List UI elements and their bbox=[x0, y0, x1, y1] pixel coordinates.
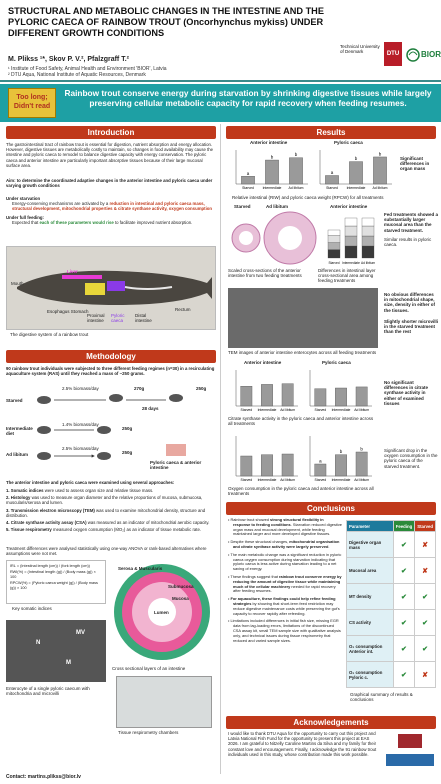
table-head-cell: Feeding bbox=[393, 521, 414, 532]
layer-1-2 bbox=[345, 226, 357, 236]
group-ad-libitum: Ad libitum bbox=[6, 452, 28, 457]
organ-mass-caption: Relative intestinal (RIW) and pyloric caeca weight (RPCW) for all treatments bbox=[232, 195, 384, 200]
tldr-badge: Too long; Didn't read bbox=[8, 88, 56, 118]
layer-0-1 bbox=[328, 243, 340, 250]
histology-sections bbox=[228, 210, 318, 266]
intro-starvation bbox=[6, 196, 216, 225]
bullet-text: These findings suggest that bbox=[230, 573, 280, 579]
chart-ai-o2-bar-2 bbox=[282, 454, 293, 476]
layer-2-1 bbox=[362, 236, 374, 246]
chart-pc-mass-cat-0: Starved bbox=[326, 186, 338, 190]
layer-2-3 bbox=[362, 218, 374, 226]
intro-aim: Aim: to determine the coordinated adaptive changes in the anterior intestine and pyloric caeca under varying growth conditions bbox=[6, 178, 213, 189]
conclusion-bullet: • Despite these structural changes, mitochondrial organisation and citrate synthase activity were largely preserved. bbox=[228, 539, 340, 549]
summary-text: Rainbow trout conserve energy during starvation by shrinking digestive tissues while largely preserving cellular metabolic capacity for rapid recovery when feeding resumes. bbox=[64, 88, 432, 108]
chart-ai-mass-bar-2 bbox=[289, 158, 302, 184]
chart-ai-o2-cat-1: Intermediate bbox=[257, 478, 277, 482]
table-param: O₂ consumption Pyloric c. bbox=[347, 662, 394, 688]
formula-rpcw: RPCW(%) = (Pyloric caeca weight (g)) / (Body mass (g)) × 100 bbox=[10, 580, 98, 590]
table-feeding-cell: ✔ bbox=[393, 662, 414, 688]
full-feeding-heading: Under full feeding: bbox=[6, 214, 44, 220]
summary-table-caption: Graphical summary of results & conclusions bbox=[350, 692, 413, 703]
citrate-synthase-chart bbox=[228, 366, 378, 414]
intestine-cross-section bbox=[110, 560, 214, 664]
conclusion-bullet: • These findings suggest that rainbow trout conserve energy by reducing the amount of digestive tissue while maintaining much of the cellular machinery needed for rapid recovery after feeding resumes. bbox=[228, 573, 342, 594]
chart-ai-cs-bar-2 bbox=[282, 384, 293, 406]
layer-area-caption: Differences in intestinal layer cross-sectional area among feeding treatments bbox=[318, 268, 376, 284]
cs-note: No significant differences in citrate synthase activity in either of examined tissues bbox=[384, 380, 429, 406]
layer-0-0 bbox=[328, 250, 340, 258]
histology-note bbox=[384, 212, 438, 247]
label-pyloric-caeca: Pyloric caeca bbox=[111, 313, 125, 324]
layer-0-2 bbox=[328, 236, 340, 243]
conclusion-bullet: • The main metabolic change was a significant reduction in pyloric caeca oxygen consumption during starvation indicating that pyloric caeca is less active during starvation leading to a net saving of energy. bbox=[228, 551, 342, 572]
acknowledgements-text: I would like to thank DTU Aqua for the opportunity to carry out this project and Latvia National Fish Fund for the opportunity to present this project at EAS 2026. I am grateful to Nitzelly Caroline Martins da Silva and my family for their constant love and encouragement. Finally, I acknowledge the 91 rainbow trout individuals used in this study, whose contribution made this work possible. bbox=[228, 731, 377, 757]
table-starved-cell: ✔ bbox=[415, 636, 436, 662]
conclusion-bullet: • For aquaculture, these findings could help refine feeding strategies by showing that short-term feed restriction may reduce digestive maintenance costs while preserving the gut's capacity to recover rapidly after refeeding. bbox=[228, 596, 340, 616]
label-mucosa: Mucosa bbox=[172, 596, 189, 601]
cs-title-pc: Pyloric caeca bbox=[322, 360, 351, 365]
chart-pc-mass-bar-0 bbox=[325, 176, 338, 185]
conclusions-heading: Conclusions bbox=[226, 502, 436, 515]
method-5-text: measured oxygen consumption (ṀO₂) as an indicator of tissue metabolic rate. bbox=[51, 527, 202, 533]
respirometry-caption: Tissue respirometry chambers bbox=[118, 730, 179, 735]
chart-pc-cs-cat-0: Starved bbox=[314, 408, 327, 412]
intermediate-end-mass: 250g bbox=[122, 426, 133, 431]
chart-ai-mass-sig-2: b bbox=[294, 152, 298, 158]
chart1-title-ai: Anterior intestine bbox=[250, 140, 288, 145]
cs-title-ai: Anterior intestine bbox=[244, 360, 282, 365]
ad-libitum-rate: 2.5% biomass/day bbox=[62, 446, 99, 451]
method-5-title: Tissue respirometry bbox=[10, 527, 52, 533]
tem-note bbox=[384, 292, 438, 334]
table-param: Mucosal area bbox=[347, 558, 394, 584]
organ-mass-chart bbox=[228, 146, 398, 192]
chart-pc-o2-bar-2 bbox=[356, 452, 367, 476]
tem-label-mv: MV bbox=[76, 630, 85, 636]
chart-ai-cs-cat-0: Starved bbox=[240, 408, 253, 412]
label-rectum: Rectum bbox=[175, 307, 191, 312]
table-starved-cell: ✔ bbox=[415, 584, 436, 610]
layer-stack-2 bbox=[361, 218, 375, 265]
bullet-text: Rainbow trout showed bbox=[230, 517, 271, 522]
chart-pc-o2-cat-0: Starved bbox=[314, 478, 327, 482]
group-intermediate: Intermediate diet bbox=[6, 426, 33, 437]
o2-caption: Oxygen consumption in the pyloric caeca and anterior intestine across all treatments bbox=[228, 486, 374, 497]
digestive-system-figure bbox=[6, 246, 216, 330]
bullet-text-end: by showing that short-term feed restriction may reduce digestive maintenance costs while preserving the gut's capacity to recover rapidly after refeeding. bbox=[233, 600, 340, 616]
o2-note: Significant drop in the oxygen consumption in the pyloric caeca of the starved treatment. bbox=[384, 448, 438, 469]
table-param: CS activity bbox=[347, 610, 394, 636]
table-feeding-cell: ✔ bbox=[393, 584, 414, 610]
acknowledgements-heading: Acknowledgements bbox=[226, 716, 436, 729]
methods-approaches: The anterior intestine and pyloric caeca were examined using several approaches: bbox=[6, 480, 175, 485]
chart-ai-o2-cat-2: Ad libitum bbox=[280, 478, 296, 482]
table-row bbox=[347, 662, 436, 688]
histo-label-starved: Starved bbox=[234, 204, 251, 209]
table-row bbox=[347, 610, 436, 636]
chart-ai-cs-cat-1: Intermediate bbox=[257, 408, 277, 412]
method-4-number: 4. bbox=[6, 520, 10, 526]
method-2-text: was used to measure organ diameter and the relative proportions of mucosa, submucosa, muscularis/serosa and lumen. bbox=[6, 495, 203, 506]
intro-paragraph: The gastrointestinal tract of rainbow trout is essential for digestion, nutrient absorption and energy allocation. However, digestive tissues are metabolically costly to maintain, so changes in food availability may cause the intestine and pyloric caeca to remodel to balance digestive capacity with energy conservation. The pyloric caeca and anterior intestine are particularly important absorptive tissues because of their large mucosal surface area. bbox=[6, 142, 214, 168]
affiliation-2: ² DTU Aqua, National Institute of Aquatic Resources, Denmark bbox=[8, 72, 146, 78]
tissue-label: Pyloric caeca & anterior intestine bbox=[150, 460, 202, 471]
chart-pc-mass-sig-0: a bbox=[330, 170, 334, 175]
bullet-text: Despite these structural changes, bbox=[230, 539, 290, 545]
introduction-heading: Introduction bbox=[6, 126, 216, 139]
chart-pc-mass bbox=[320, 150, 392, 190]
method-1-text: were used to assess organ size and relative tissue mass. bbox=[43, 488, 154, 493]
intermediate-rate: 1.4% biomass/day bbox=[62, 422, 99, 427]
table-feeding-cell: ✔ bbox=[393, 532, 414, 558]
starvation-heading: Under starvation bbox=[6, 196, 41, 201]
chart-ai-mass-cat-2: Ad libitum bbox=[288, 186, 304, 190]
formula-rwi: RWI(%) = (Intestinal length (g)) / (Body mass (g)) × 100 bbox=[10, 569, 96, 579]
table-param: O₂ consumption Anterior int. bbox=[347, 636, 394, 662]
layer-cat-1: Intermediate bbox=[342, 261, 360, 265]
cs-caption: Citrate synthase activity in the pyloric caeca and anterior intestine across all treatments bbox=[228, 416, 374, 427]
chart-ai-mass-cat-1: Intermediate bbox=[262, 186, 282, 190]
starvation-text: Energy-conserving mechanisms are activated by a bbox=[12, 201, 110, 207]
histology-caption: Scaled cross-sections of the anterior intestine from two feeding treatments bbox=[228, 268, 302, 279]
method-4-title: Citrate synthase activity assay (CSA) bbox=[10, 520, 87, 526]
oxygen-consumption-chart bbox=[228, 432, 378, 484]
chart-pc-mass-sig-2: b bbox=[378, 151, 382, 157]
bullet-text-end: . bbox=[328, 543, 330, 549]
chart-ai-cs-bar-1 bbox=[261, 384, 272, 406]
starved-start-mass: 270g bbox=[134, 386, 145, 391]
layer-cat-0: Starved bbox=[328, 261, 340, 265]
tem-note-2: Slightly shorter microvilli in the starved treatment than the rest bbox=[384, 318, 439, 335]
chart-pc-o2-cat-1: Intermediate bbox=[331, 478, 351, 482]
tem-label-m: M bbox=[66, 660, 71, 666]
table-param: MT density bbox=[347, 584, 394, 610]
table-row bbox=[347, 532, 436, 558]
layer-stack-1 bbox=[342, 218, 360, 265]
label-liver: Liver bbox=[67, 269, 78, 274]
chart-pc-cs-cat-2: Ad libitum bbox=[354, 408, 370, 412]
fund-logo-icon bbox=[384, 732, 436, 770]
chart-ai-o2-cat-0: Starved bbox=[240, 478, 253, 482]
bullet-text-end: needed for rapid recovery after feeding resumes. bbox=[233, 583, 336, 594]
results-heading: Results bbox=[226, 126, 436, 139]
tem-enterocyte-caption: Enterocyte of a single pyloric caecum with mitochondria and microvilli bbox=[6, 686, 90, 697]
ad-libitum-end-mass: 250g bbox=[122, 450, 133, 455]
label-esophagus: Esophagus Stomach bbox=[47, 309, 89, 314]
label-lumen: Lumen bbox=[154, 610, 169, 615]
column-divider bbox=[220, 124, 221, 774]
full-feeding-text: Expected that bbox=[12, 219, 40, 225]
full-feeding-text-end: to facilitate improved nutrient absorption. bbox=[113, 219, 193, 225]
table-row bbox=[347, 636, 436, 662]
dtu-logo: DTU bbox=[384, 42, 402, 66]
starvation-highlight: reduction in intestinal and pyloric caeca mass, structural development, mitochondrial properties & citrate synthase activity, oxygen consumption bbox=[12, 201, 213, 212]
chart-pc-mass-sig-1: b bbox=[354, 156, 358, 162]
dtu-logo-text: Technical University of Denmark bbox=[340, 44, 380, 54]
chart-ai-o2-bar-0 bbox=[241, 456, 252, 476]
chart-pc-cs-bar-2 bbox=[356, 387, 367, 406]
chart-pc-mass-bar-2 bbox=[373, 157, 386, 184]
organ-mass-note: Significant differences in organ mass bbox=[400, 156, 430, 172]
layer-2-0 bbox=[362, 246, 374, 258]
layer-area-chart bbox=[322, 210, 380, 266]
chart-pc-o2 bbox=[310, 436, 372, 482]
chart-pc-mass-cat-1: Intermediate bbox=[346, 186, 366, 190]
conclusion-bullet: • Rainbow trout showed strong structural flexibility in response to feeding conditions. Starvation reduced digestive organ mass and mucosal development, while feeding maintained larger and more developed digestive tissues. bbox=[228, 517, 342, 537]
table-feeding-cell: ✔ bbox=[393, 636, 414, 662]
histo-label-adlib: Ad libitum bbox=[266, 204, 288, 209]
methods-list bbox=[6, 488, 216, 534]
bullet-bold: mitochondrial organisation and citrate synthase activity were largely preserved bbox=[233, 539, 340, 549]
affiliations bbox=[8, 66, 167, 78]
fish-group-icons bbox=[6, 380, 216, 472]
method-3-text: was used to examine mitochondrial density, structure and distribution. bbox=[6, 507, 206, 518]
chart-pc-mass-cat-2: Ad libitum bbox=[372, 186, 388, 190]
chart-pc-o2-sig-2: b bbox=[360, 446, 363, 452]
chart-ai-mass-bar-0 bbox=[241, 176, 254, 184]
bullet-text: The main metabolic change was a significant reduction in pyloric caeca oxygen consumption during starvation indicating that pyloric caeca is less active during starvation leading to a net saving of energy. bbox=[230, 551, 342, 572]
methods-stats: Treatment differences were analysed statistically using one-way ANOVA or rank-based alternatives where assumptions were not met. bbox=[6, 546, 207, 557]
table-starved-cell: ✔ bbox=[415, 610, 436, 636]
chart1-title-pc: Pyloric caeca bbox=[334, 140, 363, 145]
chart-ai-cs-bar-0 bbox=[241, 386, 252, 406]
table-header bbox=[347, 521, 436, 532]
bullet-text: Limitations included differences in initial fish size, missing EGR data from lag-loading errors, limitations of the discontinued CSA assay kit, small TEM sample size with qualitative analysis only, and technical issues during tissue respirometry that reduced and varied sample sizes. bbox=[230, 618, 341, 643]
affiliation-1: ¹ Institute of Food Safety, Animal Health and Environment 'BIOR', Latvia bbox=[8, 66, 167, 72]
table-row bbox=[347, 558, 436, 584]
method-2-number: 2. bbox=[6, 495, 10, 501]
label-mouth: Mouth bbox=[11, 281, 24, 286]
methods-intro: 90 rainbow trout individuals were subjected to three different feeding regimes (n=30) in a recirculating aquaculture system (RAS) until they reached a mass of ~250 grams. bbox=[6, 366, 215, 377]
cross-section-caption: Cross sectional layers of an intestine bbox=[112, 666, 186, 671]
table-param: Digestive organ mass bbox=[347, 532, 394, 558]
table-feeding-cell: ✔ bbox=[393, 610, 414, 636]
group-starved: Starved bbox=[6, 398, 23, 403]
contact-info: Contact: martins.plikss@bior.lv bbox=[6, 774, 81, 780]
histology-note-2: Similar results in pyloric caeca. bbox=[384, 236, 432, 248]
chart-ai-cs-cat-2: Ad libitum bbox=[280, 408, 296, 412]
chart-pc-mass-bar-1 bbox=[349, 162, 362, 184]
chart-ai-cs bbox=[236, 370, 298, 412]
conclusion-bullets bbox=[228, 518, 342, 646]
chart-ai-mass-bar-1 bbox=[265, 160, 278, 184]
tem-results-images bbox=[228, 288, 378, 348]
chart-pc-cs-cat-1: Intermediate bbox=[331, 408, 351, 412]
layer-1-0 bbox=[345, 246, 357, 258]
chart-pc-cs bbox=[310, 370, 372, 412]
formula-caption: Key somatic indices bbox=[12, 606, 52, 611]
label-submucosa: Submucosa bbox=[168, 584, 194, 589]
starved-days: 28 days bbox=[142, 406, 159, 411]
method-2-title: Histology bbox=[10, 495, 31, 501]
chart-ai-mass-sig-0: a bbox=[246, 170, 250, 176]
layer-stack-0 bbox=[328, 230, 340, 265]
summary-table bbox=[346, 520, 436, 688]
label-serosa: Serosa & Muscularis bbox=[118, 566, 163, 571]
table-feeding-cell: ✔ bbox=[393, 558, 414, 584]
histo-label-ai: Anterior intestine bbox=[330, 204, 368, 209]
table-head-cell: Parameter bbox=[347, 521, 394, 532]
table-row bbox=[347, 584, 436, 610]
bullet-bold: rainbow trout conserve energy by reducing the amount of digestive tissue while maintaining much of the cellular machinery bbox=[233, 573, 342, 589]
chart-pc-o2-bar-0 bbox=[315, 464, 326, 476]
formula-irl: IRL = (Intestinal length (cm)) / (fork length (cm)) bbox=[10, 564, 90, 568]
table-starved-cell: ✘ bbox=[415, 558, 436, 584]
bullet-bold: strong structural flexibility in response to feeding conditions bbox=[233, 517, 324, 527]
digestive-caption: The digestive system of a rainbow trout bbox=[10, 332, 89, 337]
tem-enterocyte-image bbox=[6, 620, 106, 682]
poster-title: STRUCTURAL AND METABOLIC CHANGES IN THE INTESTINE AND THE PYLORIC CAECA OF RAINBOW TROUT (Oncorhynchus mykiss) UNDER DIFFERENT GROWTH CONDITIONS bbox=[8, 6, 324, 38]
chart-ai-mass-cat-0: Starved bbox=[242, 186, 254, 190]
layer-1-1 bbox=[345, 236, 357, 246]
chart-ai-o2-bar-1 bbox=[261, 455, 272, 476]
histology-note-1: Fed treatments showed a substantially larger mucosal area than the starved treatment. bbox=[384, 212, 439, 233]
table-head-cell: Starved bbox=[415, 521, 436, 532]
method-1-number: 1. bbox=[6, 488, 10, 493]
starved-rate: 2.5% biomass/day bbox=[62, 386, 99, 391]
layer-1-3 bbox=[345, 218, 357, 226]
chart-pc-o2-bar-1 bbox=[335, 455, 346, 476]
chart-ai-o2 bbox=[236, 436, 298, 482]
tem-note-1: No obvious differences in mitochondrial shape, size, density in either of the tissues. bbox=[384, 292, 436, 313]
table-starved-cell: ✘ bbox=[415, 662, 436, 688]
authors: M. Plikss ¹*, Skov P. V.², Pfalzgraff T.² bbox=[8, 56, 129, 63]
methodology-heading: Methodology bbox=[6, 350, 216, 363]
full-feeding-highlight: each of these parameters would rise bbox=[39, 219, 114, 225]
layer-0-3 bbox=[328, 230, 340, 236]
chart-pc-o2-cat-2: Ad libitum bbox=[354, 478, 370, 482]
chart-ai-mass bbox=[236, 150, 308, 190]
feeding-regime-diagram bbox=[6, 380, 216, 472]
label-proximal-intestine: Proximal intestine bbox=[87, 313, 105, 324]
method-3-title: Transmission electron microscopy (TEM) bbox=[10, 507, 95, 513]
starved-end-mass: 250g bbox=[196, 386, 207, 391]
label-distal-intestine: Distal intestine bbox=[135, 313, 152, 324]
method-4-text: was measured as an indicator of mitochondrial aerobic capacity. bbox=[86, 520, 210, 526]
bior-logo bbox=[406, 44, 441, 66]
tem-label-n: N bbox=[36, 640, 41, 646]
chart-pc-cs-bar-1 bbox=[335, 388, 346, 406]
chart-ai-mass-sig-1: b bbox=[270, 154, 274, 160]
tem-results-caption: TEM images of anterior intestine enterocytes across all feeding treatments bbox=[228, 350, 377, 355]
bior-logo-label: BIOR bbox=[421, 50, 441, 59]
layer-2-2 bbox=[362, 226, 374, 236]
table-starved-cell: ✘ bbox=[415, 532, 436, 558]
method-5-number: 5. bbox=[6, 527, 10, 533]
chart-pc-o2-sig-0: a bbox=[319, 458, 322, 464]
bullet-bold: For aquaculture, these findings could help refine feeding strategies bbox=[230, 596, 336, 606]
somatic-formulas bbox=[6, 560, 106, 604]
chart-pc-cs-bar-0 bbox=[315, 389, 326, 406]
respirometry-photo bbox=[116, 676, 212, 728]
chart-pc-o2-sig-1: b bbox=[339, 449, 343, 455]
sponsor-logos bbox=[384, 732, 436, 770]
bullet-text-end: . Starvation reduced digestive organ mass and mucosal development, while feeding maintained larger and more developed digestive tissues. bbox=[233, 521, 342, 537]
layer-cat-2: Ad libitum bbox=[361, 261, 375, 265]
method-1-title: Somatic indices bbox=[10, 488, 44, 493]
method-3-number: 3. bbox=[6, 507, 10, 513]
conclusion-bullet: • Limitations included differences in initial fish size, missing EGR data from lag-loading errors, limitations of the discontinued CSA assay kit, small TEM sample size with qualitative analysis only, and technical issues during tissue respirometry that reduced and varied sample sizes. bbox=[228, 618, 341, 643]
